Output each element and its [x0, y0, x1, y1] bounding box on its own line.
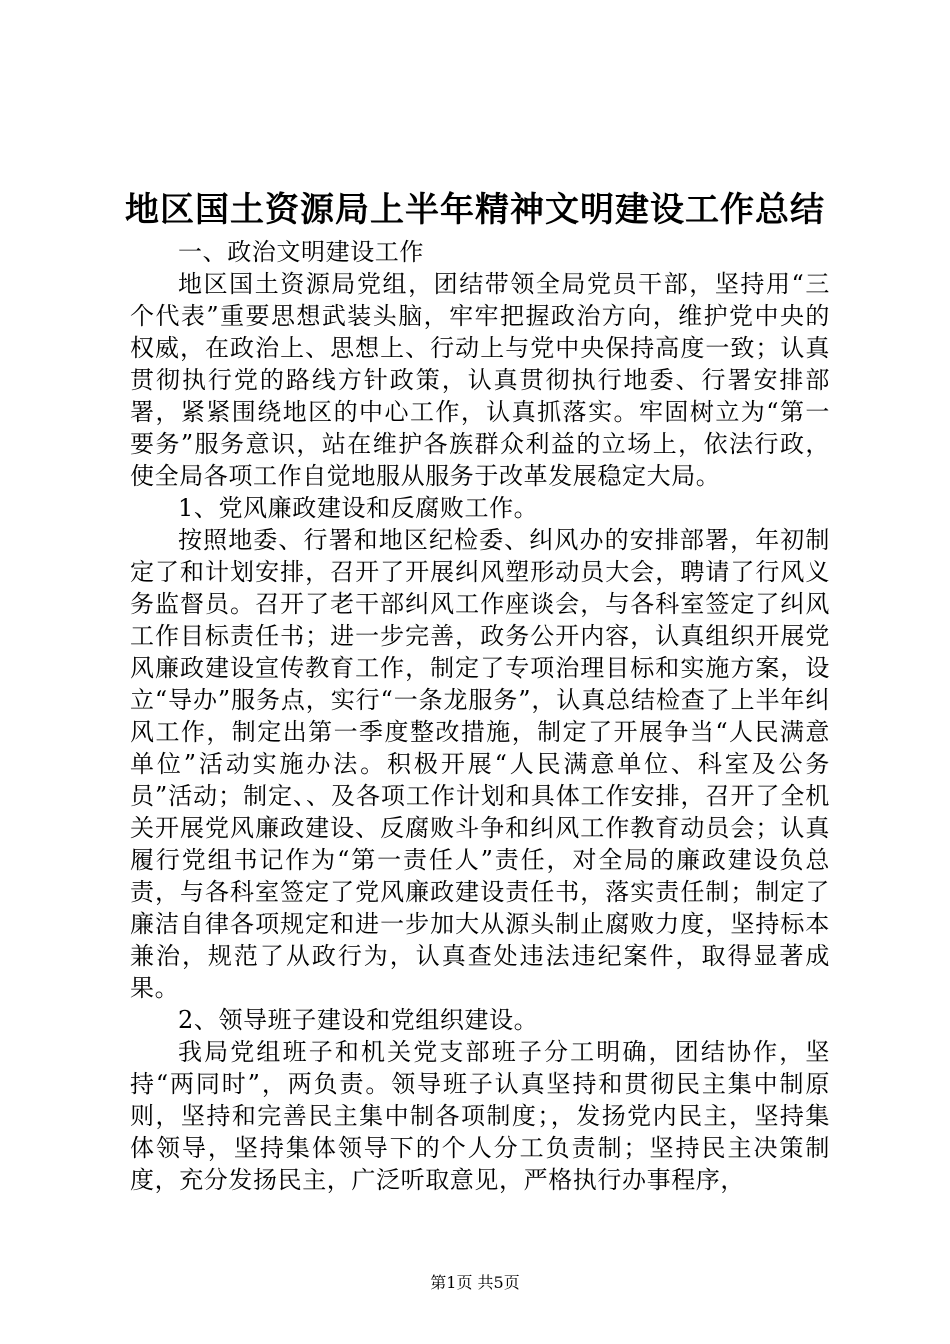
- subsection-heading-leadership: 2、领导班子建设和党组织建设。: [178, 1006, 539, 1034]
- page-footer: 第1页 共5页: [430, 1273, 520, 1292]
- document-title: 地区国土资源局上半年精神文明建设工作总结: [125, 190, 825, 230]
- document-body: [130, 236, 830, 1196]
- section-heading-political: 一、政治文明建设工作: [178, 238, 424, 266]
- paragraph-political-summary: 地区国土资源局党组，团结带领全局党员干部，坚持用“三个代表”重要思想武装头脑，牢牢把握政治方向，维护党中央的权威，在政治上、思想上、行动上与党中央保持高度一致；认真贯彻执行党的路线方针政策，认真贯彻执行地委、行署安排部署，紧紧围绕地区的中心工作，认真抓落实。牢固树立为“第一要务”服务意识，站在维护各族群众利益的立场上，依法行政，使全局各项工作自觉地服从服务于改革发展稳定大局。: [130, 270, 830, 490]
- subsection-heading-anticorruption: 1、党风廉政建设和反腐败工作。: [178, 494, 539, 522]
- paragraph-leadership: 我局党组班子和机关党支部班子分工明确，团结协作，坚持“两同时”，两负责。领导班子认真坚持和贯彻民主集中制原则，坚持和完善民主集中制各项制度；，发扬党内民主，坚持集体领导，坚持集体领导下的个人分工负责制；坚持民主决策制度，充分发扬民主，广泛听取意见，严格执行办事程序，: [130, 1038, 830, 1194]
- paragraph-anticorruption: 按照地委、行署和地区纪检委、纠风办的安排部署，年初制定了和计划安排，召开了开展纠风塑形动员大会，聘请了行风义务监督员。召开了老干部纠风工作座谈会，与各科室签定了纠风工作目标责任书；进一步完善，政务公开内容，认真组织开展党风廉政建设宣传教育工作，制定了专项治理目标和实施方案，设立“导办”服务点，实行“一条龙服务”，认真总结检查了上半年纠风工作，制定出第一季度整改措施，制定了开展争当“人民满意单位”活动实施办法。积极开展“人民满意单位、科室及公务员”活动；制定、、及各项工作计划和具体工作安排，召开了全机关开展党风廉政建设、反腐败斗争和纠风工作教育动员会；认真履行党组书记作为“第一责任人”责任，对全局的廉政建设负总责，与各科室签定了党风廉政建设责任书，落实责任制；制定了廉洁自律各项规定和进一步加大从源头制止腐败力度，坚持标本兼治，规范了从政行为，认真查处违法违纪案件，取得显著成果。: [130, 526, 830, 1002]
